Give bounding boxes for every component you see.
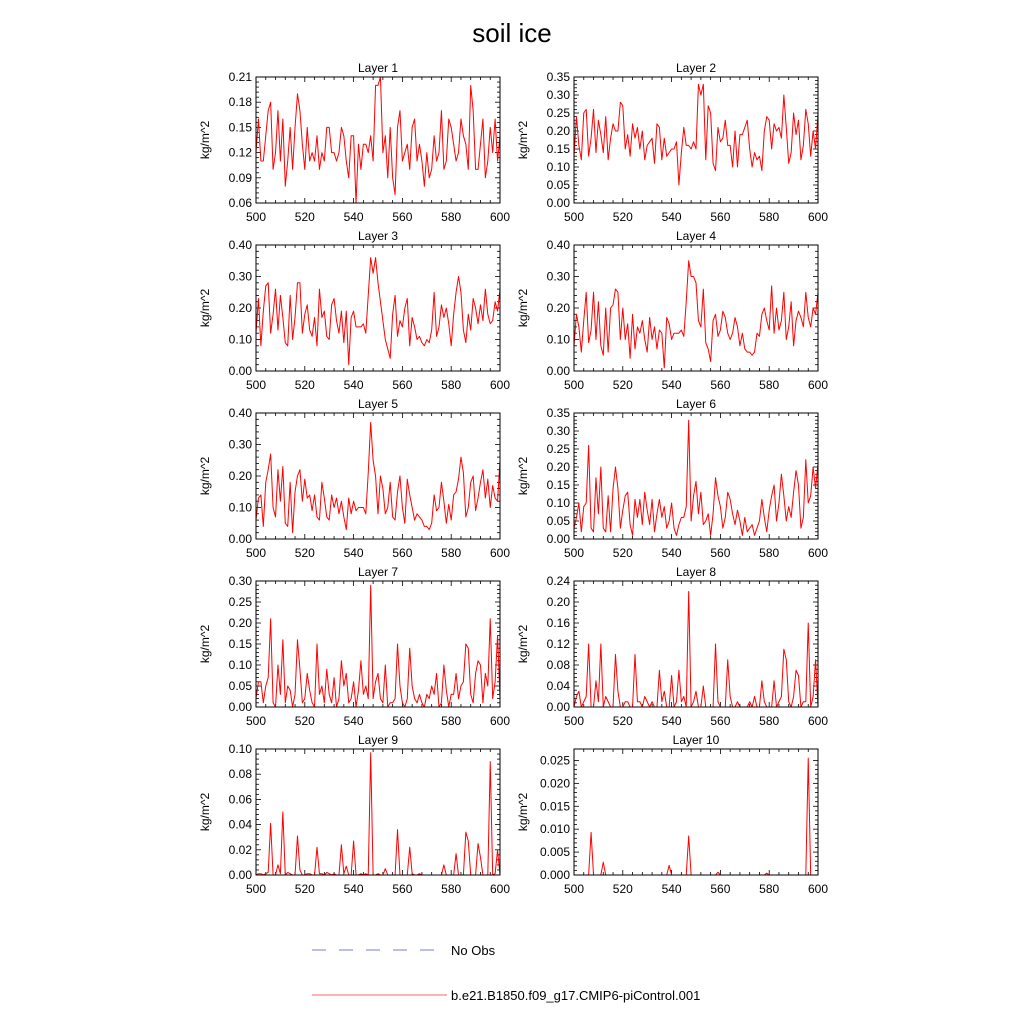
y-tick-label: 0.00 — [228, 868, 252, 882]
series-line — [256, 258, 500, 365]
y-tick-label: 0.00 — [546, 532, 570, 546]
y-tick-label: 0.25 — [228, 595, 252, 609]
panel-title: Layer 9 — [357, 733, 399, 747]
plot-frame — [256, 245, 500, 371]
x-tick-label: 520 — [294, 546, 315, 560]
series-line — [256, 422, 500, 532]
panel-layer-2 — [516, 61, 828, 224]
series-line — [574, 261, 818, 368]
x-tick-label: 580 — [441, 378, 462, 392]
y-tick-label: 0.010 — [539, 822, 570, 837]
panel-layer-3 — [198, 229, 510, 392]
panels — [198, 61, 828, 896]
y-tick-label: 0.00 — [546, 700, 570, 714]
x-tick-label: 560 — [710, 714, 731, 728]
y-tick-label: 0.020 — [539, 776, 570, 791]
x-tick-label: 580 — [759, 714, 780, 728]
y-tick-label: 0.00 — [228, 700, 252, 714]
series-line — [574, 592, 818, 708]
y-tick-label: 0.15 — [546, 478, 570, 492]
series-line — [256, 753, 500, 875]
y-tick-label: 0.40 — [546, 238, 570, 252]
x-tick-label: 500 — [245, 546, 267, 560]
y-tick-label: 0.20 — [546, 460, 570, 474]
y-tick-label: 0.16 — [546, 616, 570, 630]
y-axis-label: kg/m^2 — [516, 456, 530, 496]
x-tick-label: 580 — [759, 546, 780, 560]
x-tick-label: 520 — [294, 714, 315, 728]
x-tick-label: 560 — [710, 210, 731, 224]
x-tick-label: 500 — [245, 378, 267, 392]
y-tick-label: 0.04 — [546, 679, 570, 693]
x-tick-label: 600 — [489, 210, 511, 224]
y-tick-label: 0.00 — [228, 532, 252, 546]
y-tick-label: 0.04 — [228, 817, 252, 832]
y-tick-label: 0.20 — [546, 595, 570, 609]
x-tick-label: 520 — [294, 210, 315, 224]
y-tick-label: 0.30 — [228, 437, 252, 452]
x-tick-label: 520 — [294, 378, 315, 392]
y-tick-label: 0.10 — [546, 496, 570, 510]
x-tick-label: 560 — [710, 882, 731, 896]
y-tick-label: 0.06 — [228, 792, 252, 807]
y-tick-label: 0.05 — [546, 514, 570, 528]
x-tick-label: 580 — [441, 714, 462, 728]
x-tick-label: 600 — [489, 546, 511, 560]
panel-title: Layer 7 — [357, 565, 399, 579]
y-tick-label: 0.21 — [228, 70, 252, 84]
y-axis-label: kg/m^2 — [198, 288, 212, 328]
plot-frame — [256, 749, 500, 875]
panel-layer-7 — [198, 565, 510, 728]
x-tick-label: 560 — [392, 546, 413, 560]
y-tick-label: 0.10 — [228, 658, 252, 672]
panel-layer-6 — [516, 397, 828, 560]
y-tick-label: 0.025 — [539, 753, 570, 768]
x-tick-label: 580 — [759, 378, 780, 392]
y-tick-label: 0.20 — [228, 616, 252, 630]
panel-title: Layer 6 — [675, 397, 717, 411]
panel-title: Layer 1 — [357, 61, 399, 75]
y-tick-label: 0.30 — [228, 269, 252, 284]
x-tick-label: 560 — [710, 378, 731, 392]
y-tick-label: 0.00 — [546, 364, 570, 378]
x-tick-label: 580 — [441, 210, 462, 224]
x-tick-label: 580 — [759, 882, 780, 896]
x-tick-label: 540 — [661, 714, 682, 728]
x-tick-label: 600 — [489, 882, 511, 896]
y-tick-label: 0.20 — [546, 301, 570, 315]
panel-layer-4 — [516, 229, 828, 392]
x-tick-label: 540 — [661, 210, 682, 224]
y-tick-label: 0.12 — [228, 145, 252, 160]
y-tick-label: 0.20 — [228, 469, 252, 483]
y-tick-label: 0.06 — [228, 196, 252, 210]
y-tick-label: 0.10 — [228, 332, 252, 347]
y-tick-label: 0.20 — [228, 301, 252, 315]
x-tick-label: 560 — [392, 714, 413, 728]
x-tick-label: 500 — [245, 882, 267, 896]
legend-label-no-obs: No Obs — [451, 943, 496, 958]
series-line — [574, 420, 818, 535]
x-tick-label: 540 — [343, 882, 364, 896]
x-tick-label: 540 — [343, 210, 364, 224]
x-tick-label: 540 — [661, 546, 682, 560]
x-tick-label: 600 — [489, 378, 511, 392]
y-axis-label: kg/m^2 — [198, 624, 212, 664]
x-tick-label: 600 — [807, 546, 829, 560]
series-line — [574, 84, 818, 185]
x-tick-label: 600 — [807, 210, 829, 224]
x-tick-label: 600 — [807, 378, 829, 392]
x-tick-label: 520 — [612, 546, 633, 560]
x-tick-label: 520 — [612, 210, 633, 224]
x-tick-label: 540 — [343, 546, 364, 560]
y-tick-label: 0.000 — [539, 868, 570, 882]
x-tick-label: 600 — [807, 714, 829, 728]
y-tick-label: 0.10 — [228, 500, 252, 515]
y-tick-label: 0.30 — [546, 269, 570, 284]
y-tick-label: 0.09 — [228, 170, 252, 185]
y-tick-label: 0.35 — [546, 70, 570, 84]
x-tick-label: 580 — [441, 882, 462, 896]
x-tick-label: 500 — [563, 210, 585, 224]
y-tick-label: 0.02 — [228, 842, 252, 857]
x-tick-label: 560 — [392, 378, 413, 392]
plot-frame — [256, 581, 500, 707]
x-tick-label: 560 — [392, 210, 413, 224]
figure-title: soil ice — [472, 18, 552, 48]
y-tick-label: 0.40 — [228, 238, 252, 252]
x-tick-label: 560 — [710, 546, 731, 560]
plot-frame — [574, 749, 818, 875]
x-tick-label: 500 — [245, 714, 267, 728]
x-tick-label: 520 — [612, 714, 633, 728]
x-tick-label: 540 — [661, 378, 682, 392]
panel-layer-1 — [198, 61, 510, 224]
y-axis-label: kg/m^2 — [198, 120, 212, 160]
panel-title: Layer 3 — [357, 229, 399, 243]
plot-frame — [256, 77, 500, 203]
x-tick-label: 520 — [612, 378, 633, 392]
y-tick-label: 0.25 — [546, 106, 570, 120]
y-tick-label: 0.30 — [546, 424, 570, 438]
series-line — [256, 77, 500, 203]
y-tick-label: 0.25 — [546, 442, 570, 456]
series-line — [256, 585, 500, 707]
y-axis-label: kg/m^2 — [516, 120, 530, 160]
legend-label-model: b.e21.B1850.f09_g17.CMIP6-piControl.001 — [451, 988, 701, 1003]
y-tick-label: 0.08 — [546, 658, 570, 672]
panel-title: Layer 4 — [675, 229, 717, 243]
x-tick-label: 580 — [759, 210, 780, 224]
panel-title: Layer 2 — [675, 61, 717, 75]
panel-title: Layer 8 — [675, 565, 717, 579]
y-tick-label: 0.015 — [539, 799, 570, 814]
y-axis-label: kg/m^2 — [198, 792, 212, 832]
y-tick-label: 0.00 — [228, 364, 252, 378]
y-tick-label: 0.35 — [546, 406, 570, 420]
y-axis-label: kg/m^2 — [516, 624, 530, 664]
y-tick-label: 0.30 — [546, 88, 570, 102]
y-tick-label: 0.00 — [546, 196, 570, 210]
y-tick-label: 0.15 — [228, 120, 252, 135]
y-axis-label: kg/m^2 — [516, 792, 530, 832]
panel-title: Layer 10 — [672, 733, 720, 747]
panel-layer-5 — [198, 397, 510, 560]
x-tick-label: 540 — [343, 714, 364, 728]
series-line — [574, 758, 818, 875]
panel-layer-10 — [516, 733, 828, 896]
x-tick-label: 500 — [563, 378, 585, 392]
x-tick-label: 580 — [441, 546, 462, 560]
y-tick-label: 0.15 — [228, 637, 252, 651]
x-tick-label: 540 — [661, 882, 682, 896]
y-tick-label: 0.08 — [228, 767, 252, 782]
x-tick-label: 500 — [563, 882, 585, 896]
legend — [312, 943, 700, 1003]
x-tick-label: 560 — [392, 882, 413, 896]
y-axis-label: kg/m^2 — [198, 456, 212, 496]
y-tick-label: 0.10 — [546, 332, 570, 347]
y-tick-label: 0.24 — [546, 574, 570, 588]
y-tick-label: 0.05 — [228, 679, 252, 693]
panel-title: Layer 5 — [357, 397, 399, 411]
y-tick-label: 0.10 — [546, 160, 570, 174]
x-tick-label: 500 — [245, 210, 267, 224]
x-tick-label: 500 — [563, 546, 585, 560]
y-tick-label: 0.40 — [228, 406, 252, 420]
x-tick-label: 520 — [294, 882, 315, 896]
panel-layer-8 — [516, 565, 828, 728]
x-tick-label: 600 — [489, 714, 511, 728]
y-tick-label: 0.10 — [228, 742, 252, 756]
x-tick-label: 520 — [612, 882, 633, 896]
x-tick-label: 500 — [563, 714, 585, 728]
y-axis-label: kg/m^2 — [516, 288, 530, 328]
x-tick-label: 600 — [807, 882, 829, 896]
y-tick-label: 0.18 — [228, 95, 252, 110]
panel-layer-9 — [198, 733, 510, 896]
y-tick-label: 0.12 — [546, 637, 570, 651]
y-tick-label: 0.005 — [539, 845, 570, 860]
y-tick-label: 0.15 — [546, 142, 570, 156]
y-tick-label: 0.05 — [546, 178, 570, 192]
y-tick-label: 0.20 — [546, 124, 570, 138]
x-tick-label: 540 — [343, 378, 364, 392]
y-tick-label: 0.30 — [228, 574, 252, 588]
